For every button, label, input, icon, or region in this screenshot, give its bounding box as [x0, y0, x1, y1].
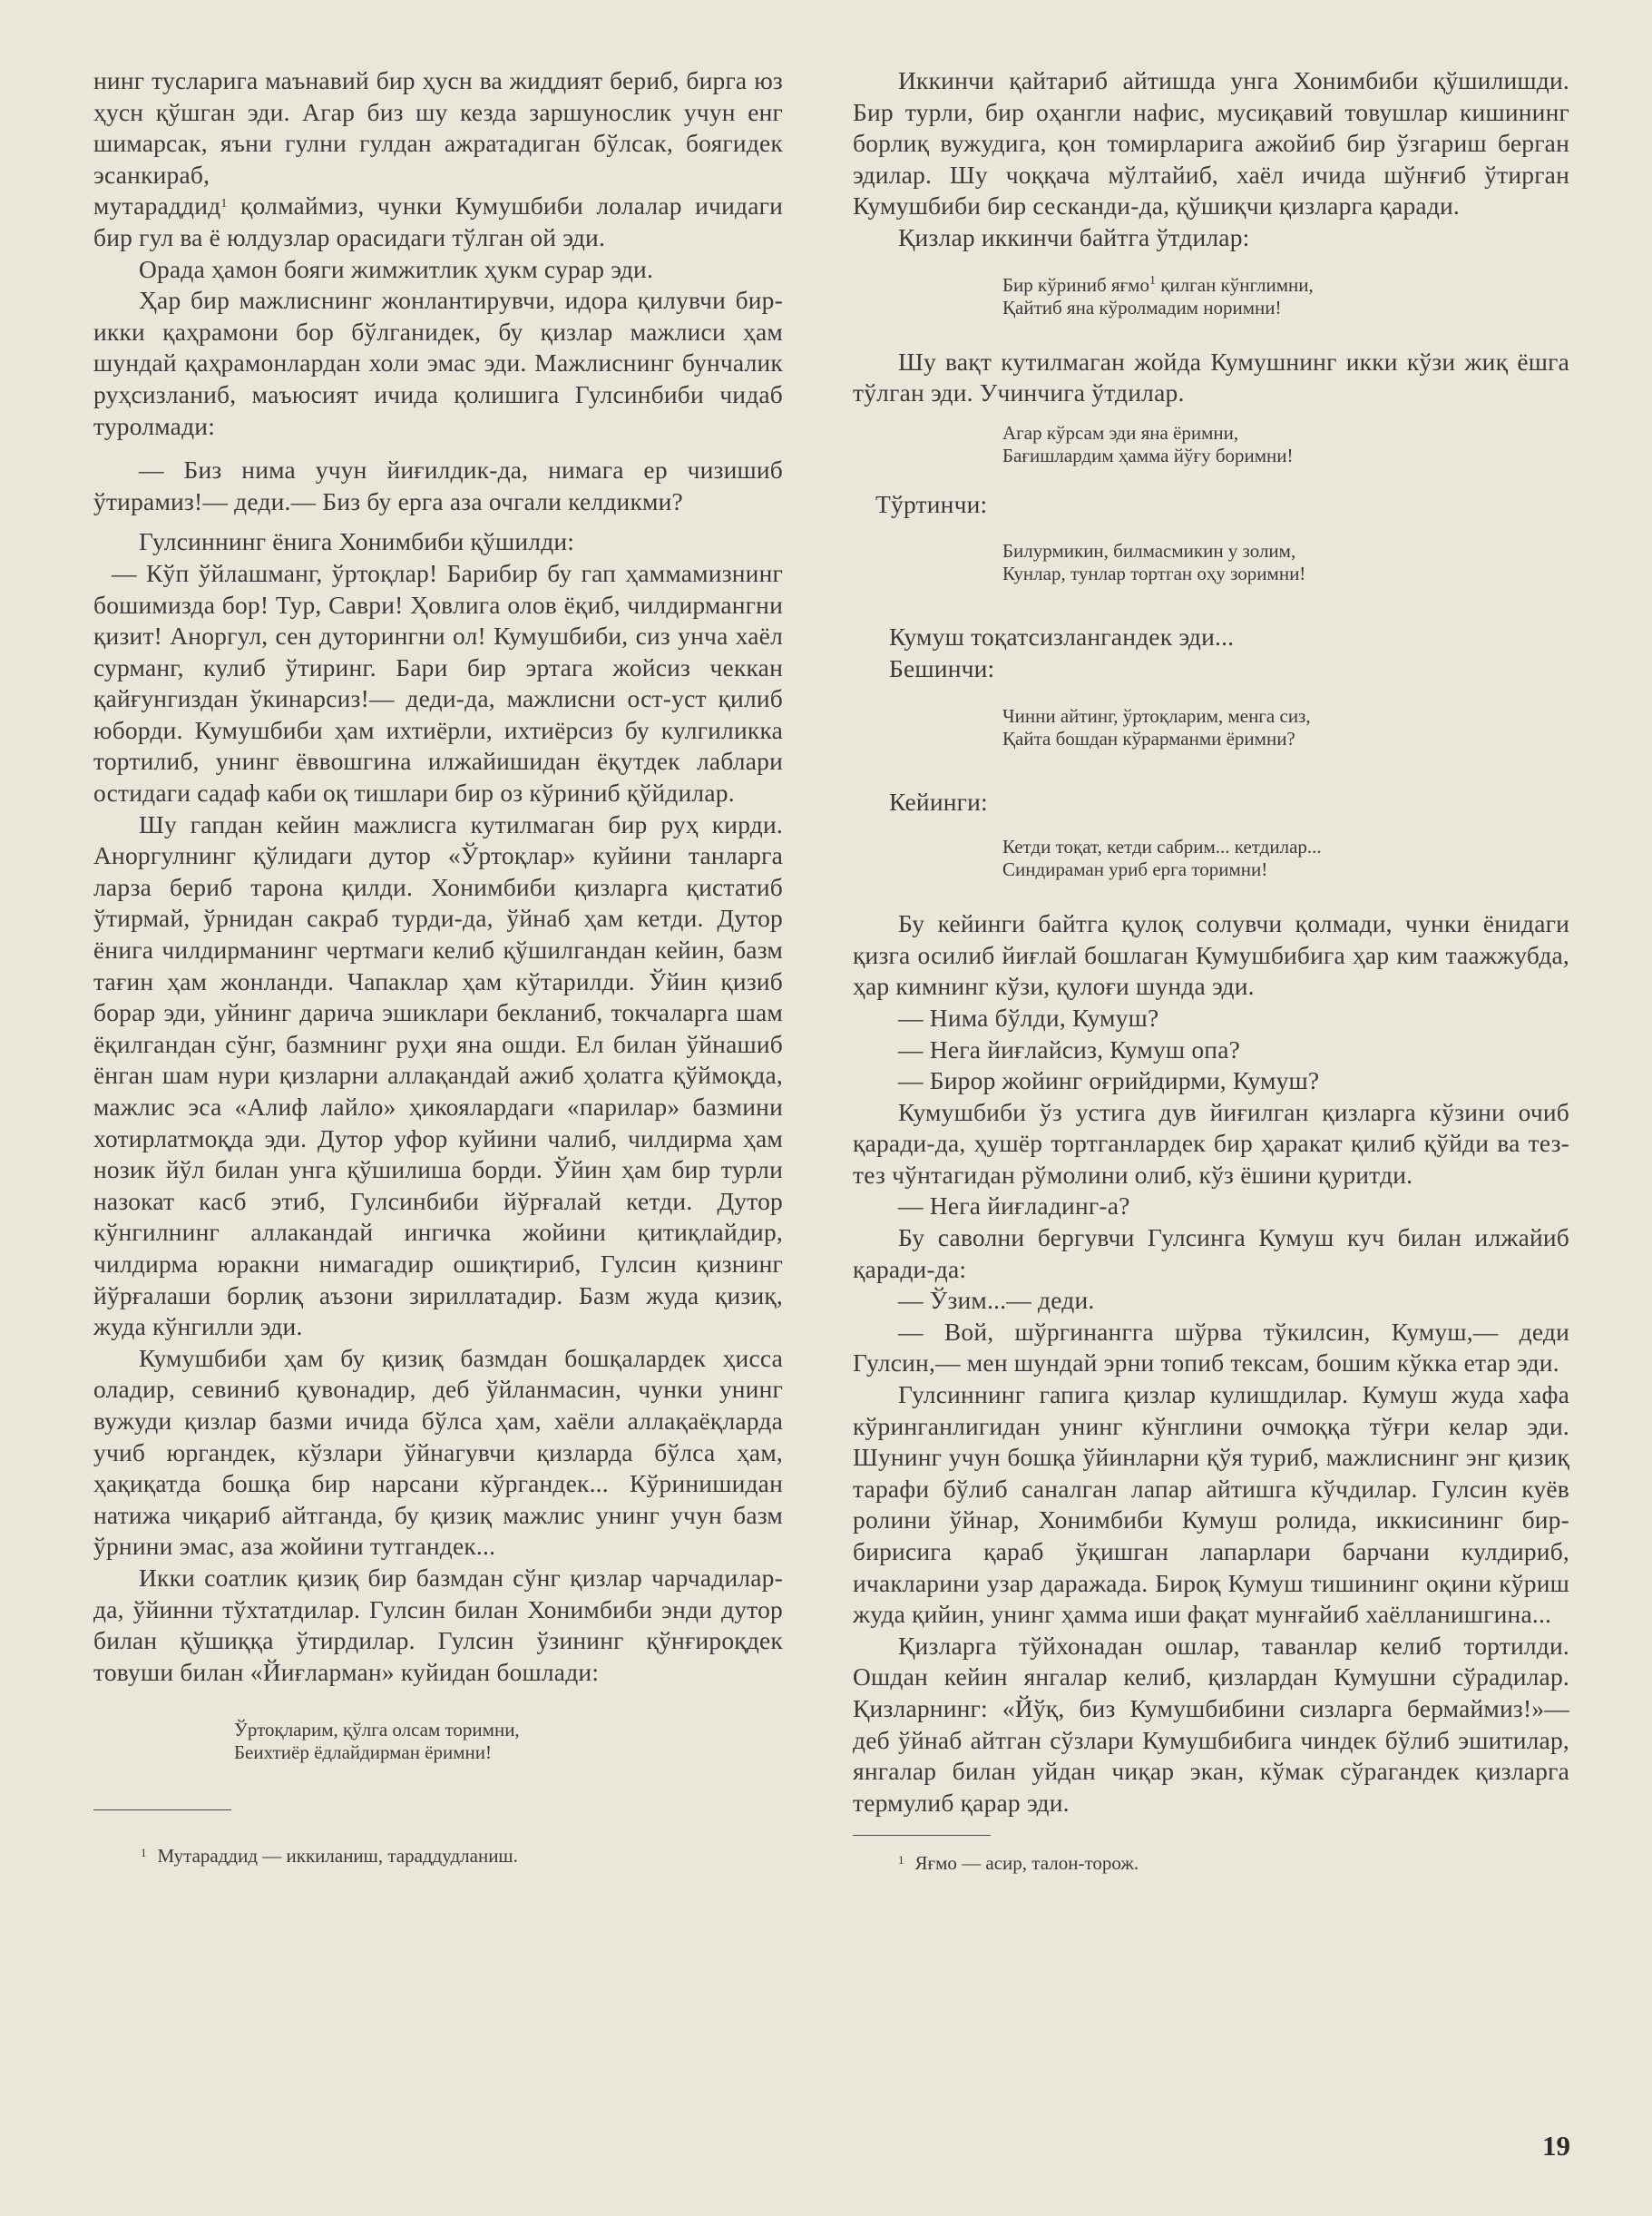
footnote-mark: 1 [141, 1846, 147, 1860]
footnote [853, 1852, 1569, 1875]
paragraph-text: нинг тусларига маънавий бир ҳусн ва жиддият бериб, бирга юз ҳусн қўшган эди. Агар биз шу кезда заршунослик учун енг шимарсак, яъни гулни гулдан ажратадиган бўлсак, боягидек эсанкираб, [93, 66, 783, 189]
dialogue-line: — Нима бўлди, Кумуш? [898, 1003, 1159, 1032]
footnoted-word: мутараддид [93, 191, 221, 221]
paragraph: Қизлар иккинчи байтга ўтдилар: [898, 222, 1250, 251]
verse [93, 1719, 783, 1764]
footnote-text: Яғмо — асир, талон-торож. [914, 1852, 1139, 1875]
footnote [93, 1845, 783, 1868]
verse [853, 274, 1569, 319]
paragraph: Иккинчи қайтариб айтишда унга Хонимбиби қўшилишди. Бир турли, бир оҳангли нафис, мусиқавий товушлар кишининг борлиқ вужудига, қон томирларига ажойиб бир ўзгариш берган эдилар. Шу чоққача мўлтайиб, хаёл ичида шўнғиб ўтирган Кумушбиби бир сесканди-да, қўшиқчи қизларга қаради. [853, 66, 1569, 221]
footnote-text: Мутараддид — иккиланиш, тараддудланиш. [157, 1845, 518, 1868]
paragraph: Кумуш тоқатсизлангандек эди... [889, 623, 1235, 652]
right-column [853, 65, 1569, 1875]
paragraph: Шу гапдан кейин мажлисга кутилмаган бир руҳ кирди. Аноргулнинг қўлидаги дутор «Ўртоқлар» куйини танларга ларза бериб тарона қилди. Хонимбиби қизларга қистатиб ўтирмай, ўрнидан сакраб турди-да, ўйнаб ҳам кетди. Дутор ёнига чилдирманинг чертмаги келиб қўшилгандан кейин, базм тағин ҳам жонланди. Чапаклар ҳам кўтарилди. Ўйин қизиб борар эди, уйнинг дарича эшиклари бекланиб, токчаларга шам ёқилгандан сўнг, базмнинг руҳи яна ошди. Ел билан ўйнашиб ёнган шам нури қизларни аллақандай ажиб ҳолатга қўймоқда, мажлис эса «Алиф лайло» ҳикоялардаги «парилар» базмини хотирлатмоқда эди. Дутор уфор куйини чалиб, чилдирма ҳам нозик йўл билан унга қўшилиша борди. Ўйин ҳам бир турли назокат касб этиб, Гулсинбиби йўрғалай кетди. Дутор кўнгилнинг аллакандай ингичка жойини қитиқлайдир, чилдирма юракни нимагадир ошиқтириб, Гулсин қизнинг йўрғалаши борлиқ аъзони зириллатадир. Базм жуда қизиқ, жуда кўнгилли эди. [93, 809, 783, 1341]
verse-line: Бағишлардим ҳамма йўғу боримни! [1002, 444, 1294, 466]
verse [853, 540, 1569, 585]
paragraph: Икки соатлик қизиқ бир базмдан сўнг қизлар чарчадилар-да, ўйинни тўхтатдилар. Гулсин билан Хонимбиби энди дутор билан қўшиққа ўтирдилар. Гулсин ўзининг қўнғироқдек товуши билан «Йиғларман» куйидан бошлади: [93, 1563, 783, 1686]
verse-line: Кунлар, тунлар тортган оҳу зоримни! [1002, 563, 1306, 585]
verse-line: Ўртоқларим, қўлга олсам торимни, [234, 1719, 520, 1741]
paragraph: Қизларга тўйхонадан ошлар, таванлар келиб тортилди. Ошдан кейин янгалар келиб, қизлардан Кумушни сўрадилар. Қизларнинг: «Йўқ, биз Кумушбибини сизларга бермаймиз!»— деб ўйнаб айтган сўзлари Кумушбибига чиндек бўлиб эшитилар, янгалар билан уйдан чиқар экан, кўмак сўрагандек қизларга термулиб қарар эди. [853, 1631, 1569, 1817]
stanza-label: Бешинчи: [889, 653, 995, 682]
dialogue-line: — Нега йиғлайсиз, Кумуш опа? [898, 1034, 1241, 1064]
paragraph: Кумушбиби ўз устига дув йиғилган қизларга кўзини очиб қаради-да, ҳушёр тортганлардек бир ҳаракат қилиб қўйди ва тез-тез чўнтагидан рўмолини олиб, кўз ёшини қуритди. [853, 1097, 1569, 1189]
verse-text: қилган кўнглимни, [1155, 273, 1314, 296]
dialogue-line: — Биз нима учун йиғилдик-да, нимага ер чизишиб ўтирамиз!— деди.— Биз бу ерга аза очгали келдикми? [93, 456, 783, 515]
verse [853, 836, 1569, 881]
verse-line [1002, 274, 1569, 297]
left-column [93, 65, 783, 1868]
footnote-ref: 1 [220, 197, 228, 211]
verse-line: Беихтиёр ёдлайдирман ёримни! [234, 1741, 493, 1764]
verse-line: Кетди тоқат, кетди сабрим... кетдилар... [1002, 836, 1322, 858]
dialogue-line: — Кўп ўйлашманг, ўртоқлар! Барибир бу гап ҳаммамизнинг бошимизда бор! Тур, Саври! Ҳовлига олов ёқиб, чилдирмангни қизит! Аноргул, сен дуторингни ол! Кумушбиби, сиз унча хаёл сурманг, кулиб ўтиринг. Бари бир эртага жойсиз чеккан қайғунгиздан ўкинарсиз!— деди-да, мажлисни ост-уст қилиб юборди. Кумушбиби ҳам ихтиёрли, ихтиёрсиз бу кулгиликка тортилиб, унинг ёввошгина илжайишидан ёқутдек лаблари остидаги садаф каби оқ тишлари бир оз кўриниб қўйдилар. [93, 558, 783, 808]
verse-line: Чинни айтинг, ўртоқларим, менга сиз, [1002, 704, 1311, 727]
paragraph: Шу вақт кутилмаган жойда Кумушнинг икки кўзи жиқ ёшга тўлган эди. Учинчига ўтдилар. [853, 347, 1569, 407]
paragraph: Ҳар бир мажлиснинг жонлантирувчи, идора қилувчи бир-икки қаҳрамони бор бўлганидек, бу қизлар мажлиси ҳам шундай қаҳрамонлардан холи эмас эди. Мажлиснинг бунчалик руҳсизланиб, маъюсият ичида қолишига Гулсинбиби чидаб туролмади: [93, 286, 783, 440]
paragraph: Бу саволни бергувчи Гулсинга Кумуш куч билан илжайиб қаради-да: [853, 1223, 1569, 1283]
stanza-label: Кейинги: [889, 787, 988, 816]
verse [853, 705, 1569, 750]
verse-line: Билурмикин, билмасмикин у золим, [1002, 540, 1296, 563]
dialogue-line: — Вой, шўргинангга шўрва тўкилсин, Кумуш,— деди Гулсин,— мен шундай эрни топиб тексам, бошим кўкка етар эди. [853, 1317, 1569, 1378]
paragraph: Орада ҳамон бояги жимжитлик ҳукм сурар эди. [139, 254, 654, 283]
verse-text: Бир кўриниб яғмо [1002, 273, 1149, 296]
paragraph: Гулсиннинг гапига қизлар кулишдилар. Кумуш жуда хафа кўринганлигидан унинг кўнглини очмоққа тўғри келар эди. Шунинг учун бошқа ўйинларни қўя туриб, мажлиснинг энг қизиқ тарафи бўлиб саналган лапар айтишга кўчдилар. Гулсин куёв ролини ўйнар, Хонимбиби Кумуш ролида, иккисининг бир-бирисига қараб ўқишган лапарлари барчани кулдириб, ичакларини узар даражада. Бироқ Кумуш тишининг оқини кўриш жуда қийин, унинг ҳамма иши фақат мунғайиб хаёлланишгина... [853, 1380, 1569, 1629]
paragraph: Кумушбиби ҳам бу қизиқ базмдан бошқалардек ҳисса оладир, севиниб қувонадир, деб ўйланмасин, чунки унинг вужуди қизлар базми ичида бўлса ҳам, хаёли аллақаёқларда учиб юргандек, кўзлари ўйнагувчи қизларда бўлса ҳам, ҳақиқатда бошқа бир нарсани кўргандек... Кўринишидан натижа чиқариб айтганда, бу қизиқ мажлис унинг учун базм ўрнини эмас, аза жойини тутгандек... [93, 1343, 783, 1561]
dialogue-line: — Нега йиғладинг-а? [898, 1191, 1130, 1221]
footnote-ref: 1 [1149, 273, 1156, 288]
verse-line: Агар кўрсам эди яна ёримни, [1002, 421, 1239, 444]
verse-line: Қайтиб яна кўролмадим норимни! [1002, 296, 1282, 319]
paragraph-text: қолмаймиз, чунки Кумушбиби лолалар ичидаги бир гул ва ё юлдузлар орасидаги тўлган ой эди. [93, 191, 783, 251]
stanza-label: Тўртинчи: [875, 489, 988, 518]
paragraph: Бу кейинги байтга қулоқ солувчи қолмади, чунки ёнидаги қизга осилиб йиғлай бошлаган Кумушбибига ҳар ким таажжубда, ҳар кимнинг кўзи, қулоғи шунда эди. [853, 909, 1569, 1001]
verse [853, 422, 1569, 467]
paragraph: Гулсиннинг ёнига Хонимбиби қўшилди: [139, 527, 575, 556]
page-number: 19 [1542, 2130, 1570, 2162]
footnote-mark: 1 [898, 1853, 904, 1868]
dialogue-line: — Ўзим...— деди. [898, 1286, 1095, 1315]
verse-line: Қайта бошдан кўрарманми ёримни? [1002, 727, 1295, 750]
dialogue-line: — Бирор жойинг оғрийдирми, Кумуш? [898, 1066, 1320, 1095]
paragraph [93, 65, 783, 254]
verse-line: Синдираман уриб ерга торимни! [1002, 858, 1268, 881]
